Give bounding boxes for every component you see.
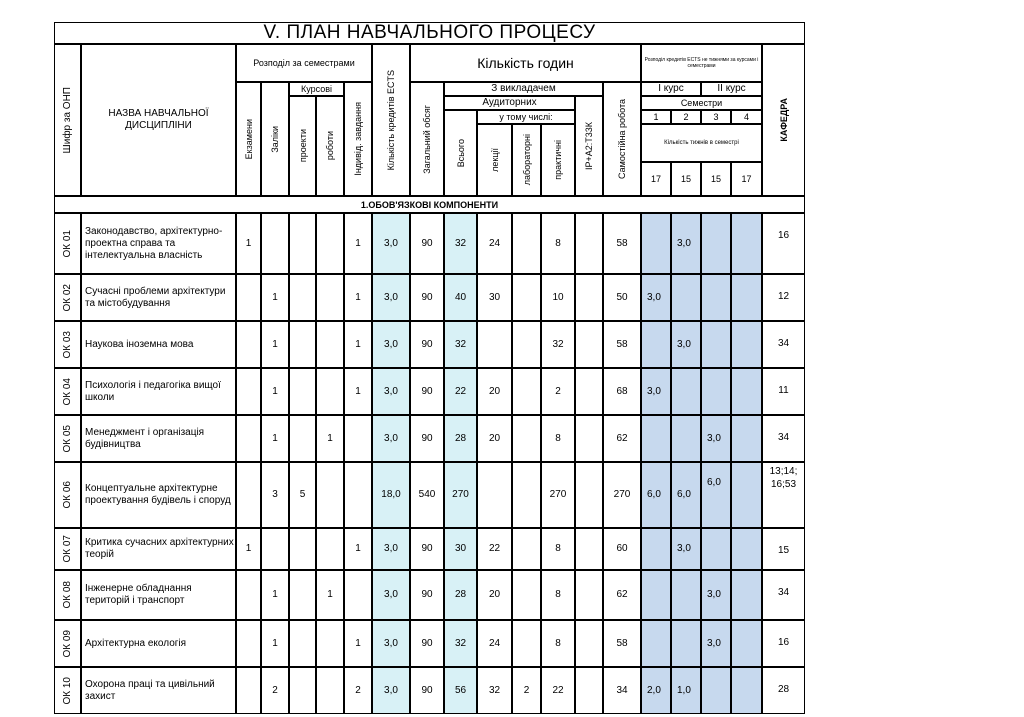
row-7-s1	[641, 528, 671, 570]
row-10-credit: 2	[261, 667, 289, 714]
row-5-credit: 1	[261, 415, 289, 462]
row-4-exam	[236, 368, 261, 415]
header-individual: Індивід. завдання	[344, 82, 372, 196]
row-9-vol: 90	[410, 620, 444, 667]
row-8-code: ОК 08	[54, 570, 81, 620]
row-7-s3	[701, 528, 731, 570]
row-10-code: ОК 10	[54, 667, 81, 714]
row-6-s3: 6,0	[701, 462, 731, 528]
row-9-credit: 1	[261, 620, 289, 667]
row-5-lab	[512, 415, 541, 462]
row-8-self: 62	[603, 570, 641, 620]
row-3-ip	[575, 321, 603, 368]
row-8-prac: 8	[541, 570, 575, 620]
row-3-code: ОК 03	[54, 321, 81, 368]
row-2-credit: 1	[261, 274, 289, 321]
row-3-s3	[701, 321, 731, 368]
header-name: НАЗВА НАВЧАЛЬНОЇ ДИСЦИПЛІНИ	[81, 44, 236, 196]
row-6-work	[316, 462, 344, 528]
row-1-self: 58	[603, 213, 641, 274]
row-9-name: Архітектурна екологія	[81, 620, 236, 667]
row-8-indiv	[344, 570, 372, 620]
row-1-indiv: 1	[344, 213, 372, 274]
row-6-s2: 6,0	[671, 462, 701, 528]
row-7-name: Критика сучасних архітектурних теорій	[81, 528, 236, 570]
row-8-exam	[236, 570, 261, 620]
row-1-code: ОК 01	[54, 213, 81, 274]
row-1-total: 32	[444, 213, 477, 274]
header-department: КАФЕДРА	[762, 44, 805, 196]
row-4-name: Психологія і педагогіка вищої школи	[81, 368, 236, 415]
header-works: роботи	[316, 96, 344, 196]
row-10-s3	[701, 667, 731, 714]
row-7-proj	[289, 528, 316, 570]
row-8-s1	[641, 570, 671, 620]
row-8-dept: 34	[762, 570, 805, 620]
row-2-work	[316, 274, 344, 321]
row-4-ects: 3,0	[372, 368, 410, 415]
header-ects-distribution: Розподіл кредитів ECTS не тижнями за курсами і семестрами	[641, 44, 762, 82]
row-4-s2	[671, 368, 701, 415]
header-lectures: лекції	[477, 124, 512, 196]
row-5-vol: 90	[410, 415, 444, 462]
row-2-s3	[701, 274, 731, 321]
row-7-indiv: 1	[344, 528, 372, 570]
row-3-s4	[731, 321, 762, 368]
row-1-name: Законодавство, архітектурно-проектна справа та інтелектуальна власність	[81, 213, 236, 274]
row-10-ip	[575, 667, 603, 714]
row-1-exam: 1	[236, 213, 261, 274]
row-9-indiv: 1	[344, 620, 372, 667]
header-projects: проекти	[289, 96, 316, 196]
row-2-self: 50	[603, 274, 641, 321]
row-4-s1: 3,0	[641, 368, 671, 415]
header-sem2: 2	[671, 110, 701, 124]
row-10-lab: 2	[512, 667, 541, 714]
row-8-ects: 3,0	[372, 570, 410, 620]
row-1-lab	[512, 213, 541, 274]
row-1-s1	[641, 213, 671, 274]
row-9-total: 32	[444, 620, 477, 667]
row-7-work	[316, 528, 344, 570]
row-5-lec: 20	[477, 415, 512, 462]
row-3-total: 32	[444, 321, 477, 368]
row-1-work	[316, 213, 344, 274]
row-10-lec: 32	[477, 667, 512, 714]
row-10-name: Охорона праці та цивільний захист	[81, 667, 236, 714]
row-3-credit: 1	[261, 321, 289, 368]
row-6-dept: 13;14; 16;53	[762, 462, 805, 528]
row-8-lec: 20	[477, 570, 512, 620]
row-5-exam	[236, 415, 261, 462]
row-10-ects: 3,0	[372, 667, 410, 714]
row-7-credit	[261, 528, 289, 570]
row-3-s1	[641, 321, 671, 368]
row-1-proj	[289, 213, 316, 274]
row-8-vol: 90	[410, 570, 444, 620]
row-6-s1: 6,0	[641, 462, 671, 528]
row-6-total: 270	[444, 462, 477, 528]
header-sem1: 1	[641, 110, 671, 124]
row-9-self: 58	[603, 620, 641, 667]
row-4-work	[316, 368, 344, 415]
header-ip: ІР+А2:Т33К	[575, 96, 603, 196]
row-2-name: Сучасні проблеми архітектури та містобудування	[81, 274, 236, 321]
row-4-ip	[575, 368, 603, 415]
row-1-dept: 16	[762, 213, 805, 274]
row-3-proj	[289, 321, 316, 368]
row-7-exam: 1	[236, 528, 261, 570]
row-5-indiv	[344, 415, 372, 462]
row-3-exam	[236, 321, 261, 368]
row-6-code: ОК 06	[54, 462, 81, 528]
row-2-lab	[512, 274, 541, 321]
row-6-indiv	[344, 462, 372, 528]
row-5-total: 28	[444, 415, 477, 462]
row-4-s4	[731, 368, 762, 415]
row-9-s1	[641, 620, 671, 667]
header-sem3: 3	[701, 110, 731, 124]
header-sem4: 4	[731, 110, 762, 124]
row-5-s2	[671, 415, 701, 462]
row-5-s1	[641, 415, 671, 462]
row-6-self: 270	[603, 462, 641, 528]
header-weeks1: 17	[641, 162, 671, 196]
row-6-prac: 270	[541, 462, 575, 528]
row-8-total: 28	[444, 570, 477, 620]
row-9-dept: 16	[762, 620, 805, 667]
row-2-dept: 12	[762, 274, 805, 321]
row-7-code: ОК 07	[54, 528, 81, 570]
header-classroom: Аудиторних	[444, 96, 575, 110]
row-2-s1: 3,0	[641, 274, 671, 321]
row-7-total: 30	[444, 528, 477, 570]
header-ects: Кількість кредитів ECTS	[372, 44, 410, 196]
row-1-prac: 8	[541, 213, 575, 274]
row-3-s2: 3,0	[671, 321, 701, 368]
row-2-s2	[671, 274, 701, 321]
row-4-proj	[289, 368, 316, 415]
row-2-vol: 90	[410, 274, 444, 321]
header-course2: ІІ курс	[701, 82, 762, 96]
row-1-s3	[701, 213, 731, 274]
row-6-ip	[575, 462, 603, 528]
row-5-proj	[289, 415, 316, 462]
row-8-credit: 1	[261, 570, 289, 620]
row-7-ects: 3,0	[372, 528, 410, 570]
row-8-proj	[289, 570, 316, 620]
row-3-prac: 32	[541, 321, 575, 368]
row-4-credit: 1	[261, 368, 289, 415]
row-2-ects: 3,0	[372, 274, 410, 321]
row-3-ects: 3,0	[372, 321, 410, 368]
row-6-s4	[731, 462, 762, 528]
row-7-s2: 3,0	[671, 528, 701, 570]
row-6-exam	[236, 462, 261, 528]
section-title: 1.ОБОВ'ЯЗКОВІ КОМПОНЕНТИ	[54, 196, 805, 213]
row-4-self: 68	[603, 368, 641, 415]
row-5-s3: 3,0	[701, 415, 731, 462]
row-2-proj	[289, 274, 316, 321]
row-7-lec: 22	[477, 528, 512, 570]
row-5-work: 1	[316, 415, 344, 462]
row-5-self: 62	[603, 415, 641, 462]
row-10-s1: 2,0	[641, 667, 671, 714]
row-5-ects: 3,0	[372, 415, 410, 462]
page-title: V. ПЛАН НАВЧАЛЬНОГО ПРОЦЕСУ	[54, 22, 805, 44]
row-2-code: ОК 02	[54, 274, 81, 321]
row-3-lab	[512, 321, 541, 368]
row-2-exam	[236, 274, 261, 321]
row-4-s3	[701, 368, 731, 415]
row-4-prac: 2	[541, 368, 575, 415]
row-5-name: Менеджмент і організація будівництва	[81, 415, 236, 462]
row-7-lab	[512, 528, 541, 570]
header-distribution: Розподіл за семестрами	[236, 44, 372, 82]
row-8-s4	[731, 570, 762, 620]
row-6-proj: 5	[289, 462, 316, 528]
row-10-self: 34	[603, 667, 641, 714]
row-7-vol: 90	[410, 528, 444, 570]
header-weeks-label: Кількість тижнів в семестрі	[641, 124, 762, 162]
row-4-lab	[512, 368, 541, 415]
row-9-ip	[575, 620, 603, 667]
row-8-name: Інженерне обладнання територій і транспорт	[81, 570, 236, 620]
row-8-lab	[512, 570, 541, 620]
header-self-work: Самостійна робота	[603, 82, 641, 196]
row-7-prac: 8	[541, 528, 575, 570]
row-8-s2	[671, 570, 701, 620]
header-total-volume: Загальний обсяг	[410, 82, 444, 196]
row-9-proj	[289, 620, 316, 667]
row-6-vol: 540	[410, 462, 444, 528]
row-5-s4	[731, 415, 762, 462]
row-9-ects: 3,0	[372, 620, 410, 667]
row-1-s2: 3,0	[671, 213, 701, 274]
row-8-ip	[575, 570, 603, 620]
header-total: Всього	[444, 110, 477, 196]
header-code: Шифр за ОНП	[54, 44, 81, 196]
header-with-teacher: З викладачем	[444, 82, 603, 96]
header-weeks3: 15	[701, 162, 731, 196]
row-9-exam	[236, 620, 261, 667]
row-6-ects: 18,0	[372, 462, 410, 528]
row-10-exam	[236, 667, 261, 714]
row-10-proj	[289, 667, 316, 714]
row-8-work: 1	[316, 570, 344, 620]
row-3-work	[316, 321, 344, 368]
row-5-prac: 8	[541, 415, 575, 462]
row-6-lab	[512, 462, 541, 528]
row-4-vol: 90	[410, 368, 444, 415]
row-10-total: 56	[444, 667, 477, 714]
row-8-s3: 3,0	[701, 570, 731, 620]
row-3-self: 58	[603, 321, 641, 368]
row-9-s3: 3,0	[701, 620, 731, 667]
row-1-vol: 90	[410, 213, 444, 274]
row-7-s4	[731, 528, 762, 570]
row-2-prac: 10	[541, 274, 575, 321]
header-practical: практичні	[541, 124, 575, 196]
row-2-indiv: 1	[344, 274, 372, 321]
row-6-name: Концептуальне архітектурне проектування будівель і споруд	[81, 462, 236, 528]
row-9-s2	[671, 620, 701, 667]
row-9-code: ОК 09	[54, 620, 81, 667]
row-1-ip	[575, 213, 603, 274]
row-3-dept: 34	[762, 321, 805, 368]
row-5-ip	[575, 415, 603, 462]
row-9-s4	[731, 620, 762, 667]
row-10-dept: 28	[762, 667, 805, 714]
header-labs: лабораторні	[512, 124, 541, 196]
header-coursework: Курсові	[289, 82, 344, 96]
row-6-credit: 3	[261, 462, 289, 528]
header-weeks2: 15	[671, 162, 701, 196]
header-weeks4: 17	[731, 162, 762, 196]
row-7-self: 60	[603, 528, 641, 570]
header-exams: Екзамени	[236, 82, 261, 196]
row-10-prac: 22	[541, 667, 575, 714]
row-10-s2: 1,0	[671, 667, 701, 714]
row-10-s4	[731, 667, 762, 714]
row-1-ects: 3,0	[372, 213, 410, 274]
header-hours: Кількість годин	[410, 44, 641, 82]
row-9-prac: 8	[541, 620, 575, 667]
row-3-indiv: 1	[344, 321, 372, 368]
row-4-lec: 20	[477, 368, 512, 415]
row-9-work	[316, 620, 344, 667]
row-4-indiv: 1	[344, 368, 372, 415]
header-credits: Заліки	[261, 82, 289, 196]
row-10-indiv: 2	[344, 667, 372, 714]
header-course1: І курс	[641, 82, 701, 96]
row-2-total: 40	[444, 274, 477, 321]
row-4-code: ОК 04	[54, 368, 81, 415]
row-9-lab	[512, 620, 541, 667]
row-3-vol: 90	[410, 321, 444, 368]
row-4-total: 22	[444, 368, 477, 415]
row-9-lec: 24	[477, 620, 512, 667]
row-1-s4	[731, 213, 762, 274]
header-semesters: Семестри	[641, 96, 762, 110]
row-5-dept: 34	[762, 415, 805, 462]
row-4-dept: 11	[762, 368, 805, 415]
header-including: у тому числі:	[477, 110, 575, 124]
row-6-lec	[477, 462, 512, 528]
row-1-lec: 24	[477, 213, 512, 274]
row-5-code: ОК 05	[54, 415, 81, 462]
row-1-credit	[261, 213, 289, 274]
row-7-dept: 15	[762, 528, 805, 570]
row-10-work	[316, 667, 344, 714]
row-2-ip	[575, 274, 603, 321]
row-3-lec	[477, 321, 512, 368]
row-2-s4	[731, 274, 762, 321]
row-3-name: Наукова іноземна мова	[81, 321, 236, 368]
row-7-ip	[575, 528, 603, 570]
row-10-vol: 90	[410, 667, 444, 714]
row-2-lec: 30	[477, 274, 512, 321]
